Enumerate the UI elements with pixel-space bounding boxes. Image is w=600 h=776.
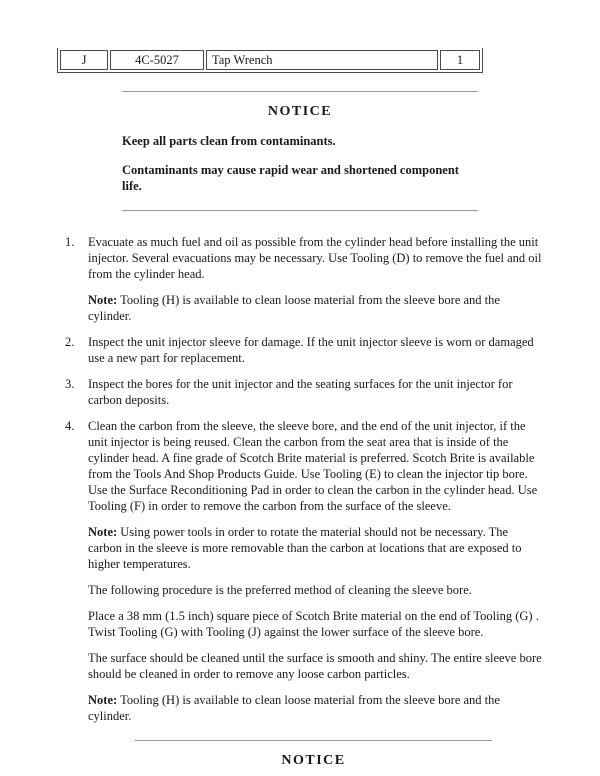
step-number: 1.: [65, 235, 75, 249]
notice-warning-line: Keep all parts clean from contaminants.: [122, 134, 336, 148]
note-label: Note:: [88, 693, 118, 707]
note-paragraph: [88, 524, 543, 572]
note-paragraph: [88, 292, 543, 324]
notice-warning-line: Contaminants may cause rapid wear and shortened component life.: [122, 163, 459, 193]
note-text: Tooling (H) is available to clean loose material from the sleeve bore and the cylinder.: [88, 693, 500, 723]
body-paragraph: The following procedure is the preferred method of cleaning the sleeve bore.: [88, 583, 472, 597]
note-text: Using power tools in order to rotate the material should not be necessary. The carbon in the sleeve is more removable than the carbon at locations that are exposed to higher temperatures.: [88, 525, 522, 571]
step-text: Evacuate as much fuel and oil as possible from the cylinder head before installing the unit injector. Several evacuations may be necessary. Use Tooling (D) to remove the fuel and oil from the cylinder head.: [88, 235, 542, 281]
note-label: Note:: [88, 525, 118, 539]
notice-title: NOTICE: [267, 104, 333, 119]
step-number: 3.: [65, 377, 75, 391]
header-cell-quantity: 1: [440, 50, 480, 70]
body-paragraph: Place a 38 mm (1.5 inch) square piece of Scotch Brite material on the end of Tooling (G) . Twist Tooling (G) with Tooling (J) against the lower surface of the sleeve bore.: [88, 609, 539, 639]
notice-block-bottom: [135, 740, 492, 769]
header-cell-part-number: 4C-5027: [110, 50, 204, 70]
step-text: Clean the carbon from the sleeve, the sleeve bore, and the end of the unit injector, if the unit injector is being reused. Clean the carbon from the seat area that is inside of the cylinder head. A fine grade of Scotch Brite material is preferred. Scotch Brite is available from the Tools And Shop Products Guide. Use Tooling (E) to clean the injector tip bore. Use the Surface Reconditioning Pad in order to clean the carbon in the cylinder head. Use Tooling (F) in order to remove the carbon from the surface of the sleeve.: [88, 419, 538, 513]
procedure-steps: [65, 234, 543, 724]
step-2: [65, 334, 543, 366]
notice-title: NOTICE: [281, 753, 346, 768]
note-paragraph: [88, 692, 543, 724]
step-text: Inspect the bores for the unit injector and the seating surfaces for the unit injector for carbon deposits.: [88, 377, 513, 407]
header-tooling-row: [60, 50, 480, 70]
step-3: [65, 376, 543, 408]
step-4: [65, 418, 543, 514]
note-text: Tooling (H) is available to clean loose material from the sleeve bore and the cylinder.: [88, 293, 500, 323]
header-cell-part-name: Tap Wrench: [206, 50, 438, 70]
step-number: 4.: [65, 419, 75, 433]
step-number: 2.: [65, 335, 75, 349]
header-cell-tool-letter: J: [60, 50, 108, 70]
notice-block-top: [122, 91, 478, 211]
step-text: Inspect the unit injector sleeve for damage. If the unit injector sleeve is worn or damaged use a new part for replacement.: [88, 335, 534, 365]
step-1: [65, 234, 543, 282]
body-paragraph: The surface should be cleaned until the surface is smooth and shiny. The entire sleeve bore should be cleaned in order to remove any loose carbon particles.: [88, 651, 542, 681]
header-tooling-table: [57, 48, 483, 73]
note-label: Note:: [88, 293, 118, 307]
